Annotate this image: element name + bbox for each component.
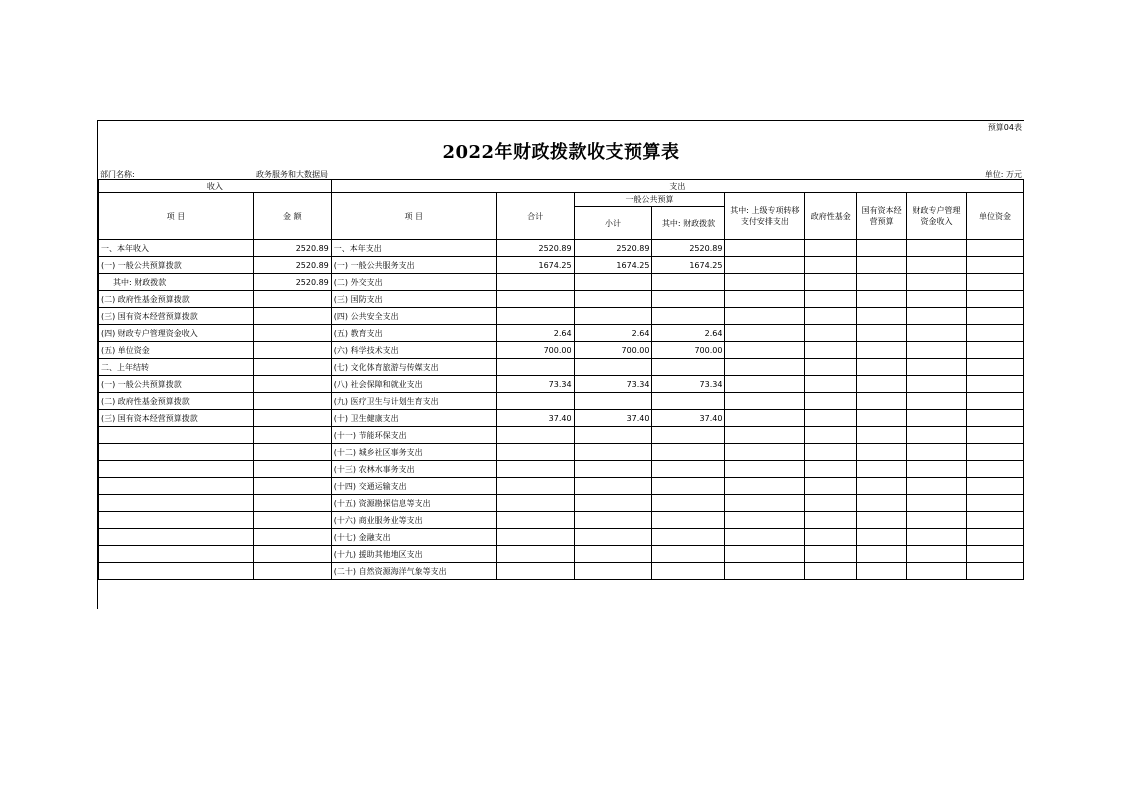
income-amount-cell bbox=[253, 410, 331, 427]
income-amount-cell bbox=[253, 291, 331, 308]
total-cell bbox=[496, 529, 574, 546]
table-row bbox=[99, 529, 1024, 546]
subtotal-cell bbox=[574, 359, 652, 376]
special-fund-cell bbox=[907, 274, 967, 291]
income-item-cell bbox=[99, 563, 254, 580]
subtotal-cell bbox=[574, 512, 652, 529]
special-fund-cell bbox=[907, 546, 967, 563]
subtotal-cell bbox=[574, 308, 652, 325]
gov-fund-header: 政府性基金 bbox=[805, 193, 857, 240]
income-amount-cell: 2520.89 bbox=[253, 240, 331, 257]
unit-fund-cell bbox=[967, 325, 1024, 342]
fiscal-cell bbox=[652, 461, 725, 478]
table-row bbox=[99, 342, 1024, 359]
income-amount-cell bbox=[253, 325, 331, 342]
income-amount-header: 金 额 bbox=[253, 193, 331, 240]
gov-fund-cell bbox=[805, 546, 857, 563]
gov-fund-cell bbox=[805, 529, 857, 546]
transfer-cell bbox=[725, 274, 805, 291]
table-row bbox=[99, 393, 1024, 410]
table-row bbox=[99, 512, 1024, 529]
unit-fund-cell bbox=[967, 359, 1024, 376]
transfer-cell bbox=[725, 240, 805, 257]
special-fund-cell bbox=[907, 529, 967, 546]
subtotal-cell bbox=[574, 461, 652, 478]
gov-fund-cell bbox=[805, 478, 857, 495]
income-amount-cell: 2520.89 bbox=[253, 274, 331, 291]
expense-item-cell: (六) 科学技术支出 bbox=[331, 342, 496, 359]
table-row bbox=[99, 257, 1024, 274]
income-amount-cell bbox=[253, 529, 331, 546]
subtotal-cell bbox=[574, 393, 652, 410]
total-cell: 700.00 bbox=[496, 342, 574, 359]
unit-fund-cell bbox=[967, 376, 1024, 393]
state-capital-cell bbox=[857, 240, 907, 257]
income-header: 收入 bbox=[99, 180, 332, 193]
expense-item-cell: (十二) 城乡社区事务支出 bbox=[331, 444, 496, 461]
fiscal-cell bbox=[652, 291, 725, 308]
total-header: 合计 bbox=[496, 193, 574, 240]
state-capital-cell bbox=[857, 393, 907, 410]
income-amount-cell bbox=[253, 427, 331, 444]
subtotal-cell: 1674.25 bbox=[574, 257, 652, 274]
subtotal-cell: 2520.89 bbox=[574, 240, 652, 257]
subtotal-cell bbox=[574, 495, 652, 512]
table-row bbox=[99, 563, 1024, 580]
fiscal-cell bbox=[652, 427, 725, 444]
income-item-cell: (二) 政府性基金预算拨款 bbox=[99, 393, 254, 410]
state-capital-cell bbox=[857, 563, 907, 580]
fiscal-cell: 2.64 bbox=[652, 325, 725, 342]
income-amount-cell bbox=[253, 308, 331, 325]
unit-fund-cell bbox=[967, 274, 1024, 291]
subtotal-cell: 73.34 bbox=[574, 376, 652, 393]
income-amount-cell: 2520.89 bbox=[253, 257, 331, 274]
total-cell bbox=[496, 359, 574, 376]
transfer-cell bbox=[725, 308, 805, 325]
expense-item-cell: (九) 医疗卫生与计划生育支出 bbox=[331, 393, 496, 410]
total-cell bbox=[496, 478, 574, 495]
total-cell: 2.64 bbox=[496, 325, 574, 342]
fiscal-header: 其中: 财政拨款 bbox=[652, 207, 725, 240]
unit-fund-cell bbox=[967, 393, 1024, 410]
state-capital-cell bbox=[857, 427, 907, 444]
unit-label: 单位: 万元 bbox=[984, 170, 1022, 179]
fiscal-cell: 700.00 bbox=[652, 342, 725, 359]
income-item-cell bbox=[99, 529, 254, 546]
income-item-cell: (一) 一般公共预算拨款 bbox=[99, 257, 254, 274]
special-fund-cell bbox=[907, 325, 967, 342]
expense-item-cell: (二) 外交支出 bbox=[331, 274, 496, 291]
income-item-cell: (四) 财政专户管理资金收入 bbox=[99, 325, 254, 342]
subtotal-cell bbox=[574, 563, 652, 580]
gov-fund-cell bbox=[805, 495, 857, 512]
state-capital-cell bbox=[857, 546, 907, 563]
table-row bbox=[99, 359, 1024, 376]
fiscal-cell bbox=[652, 529, 725, 546]
subtotal-cell: 700.00 bbox=[574, 342, 652, 359]
total-cell bbox=[496, 512, 574, 529]
subtotal-cell bbox=[574, 274, 652, 291]
table-row bbox=[99, 291, 1024, 308]
fiscal-cell bbox=[652, 495, 725, 512]
state-capital-cell bbox=[857, 444, 907, 461]
table-row bbox=[99, 444, 1024, 461]
state-capital-cell bbox=[857, 410, 907, 427]
fiscal-cell bbox=[652, 444, 725, 461]
total-cell bbox=[496, 563, 574, 580]
expense-item-cell: (十) 卫生健康支出 bbox=[331, 410, 496, 427]
expense-item-cell: (十六) 商业服务业等支出 bbox=[331, 512, 496, 529]
transfer-cell bbox=[725, 546, 805, 563]
budget-sheet bbox=[97, 120, 1024, 609]
page-title: 2022年财政拨款收支预算表 bbox=[442, 142, 680, 163]
state-capital-cell bbox=[857, 376, 907, 393]
special-fund-cell bbox=[907, 495, 967, 512]
state-capital-cell bbox=[857, 495, 907, 512]
state-capital-cell bbox=[857, 478, 907, 495]
table-row bbox=[99, 546, 1024, 563]
fiscal-cell: 1674.25 bbox=[652, 257, 725, 274]
fiscal-cell bbox=[652, 563, 725, 580]
total-cell bbox=[496, 427, 574, 444]
special-fund-cell bbox=[907, 393, 967, 410]
expense-item-header: 项 目 bbox=[331, 193, 496, 240]
transfer-cell bbox=[725, 563, 805, 580]
fiscal-cell: 2520.89 bbox=[652, 240, 725, 257]
fiscal-cell bbox=[652, 274, 725, 291]
special-fund-cell bbox=[907, 291, 967, 308]
transfer-cell bbox=[725, 359, 805, 376]
income-item-cell bbox=[99, 546, 254, 563]
transfer-cell bbox=[725, 444, 805, 461]
gov-fund-cell bbox=[805, 512, 857, 529]
expense-header: 支出 bbox=[331, 180, 1023, 193]
expense-item-cell: (十三) 农林水事务支出 bbox=[331, 461, 496, 478]
expense-item-cell: (七) 文化体育旅游与传媒支出 bbox=[331, 359, 496, 376]
special-fund-cell bbox=[907, 257, 967, 274]
special-fund-cell bbox=[907, 410, 967, 427]
unit-fund-cell bbox=[967, 546, 1024, 563]
total-cell bbox=[496, 495, 574, 512]
gov-fund-cell bbox=[805, 359, 857, 376]
unit-fund-cell bbox=[967, 257, 1024, 274]
gov-fund-cell bbox=[805, 274, 857, 291]
subtotal-cell bbox=[574, 478, 652, 495]
unit-fund-cell bbox=[967, 529, 1024, 546]
general-budget-header: 一般公共预算 bbox=[574, 193, 725, 207]
expense-item-cell: (一) 一般公共服务支出 bbox=[331, 257, 496, 274]
total-cell: 37.40 bbox=[496, 410, 574, 427]
income-amount-cell bbox=[253, 393, 331, 410]
state-capital-cell bbox=[857, 257, 907, 274]
unit-fund-cell bbox=[967, 461, 1024, 478]
gov-fund-cell bbox=[805, 461, 857, 478]
expense-item-cell: 一、本年支出 bbox=[331, 240, 496, 257]
income-item-cell bbox=[99, 512, 254, 529]
state-capital-cell bbox=[857, 461, 907, 478]
transfer-cell bbox=[725, 495, 805, 512]
expense-item-cell: (五) 教育支出 bbox=[331, 325, 496, 342]
special-fund-cell bbox=[907, 308, 967, 325]
total-cell bbox=[496, 546, 574, 563]
income-item-cell: (五) 单位资金 bbox=[99, 342, 254, 359]
income-item-header: 项 目 bbox=[99, 193, 254, 240]
state-capital-header: 国有资本经营预算 bbox=[857, 193, 907, 240]
special-fund-cell bbox=[907, 461, 967, 478]
total-cell: 2520.89 bbox=[496, 240, 574, 257]
unit-fund-cell bbox=[967, 308, 1024, 325]
income-item-cell: 二、上年结转 bbox=[99, 359, 254, 376]
income-amount-cell bbox=[253, 461, 331, 478]
unit-fund-cell bbox=[967, 410, 1024, 427]
special-fund-cell bbox=[907, 444, 967, 461]
gov-fund-cell bbox=[805, 325, 857, 342]
table-row bbox=[99, 376, 1024, 393]
expense-item-cell: (十四) 交通运输支出 bbox=[331, 478, 496, 495]
gov-fund-cell bbox=[805, 240, 857, 257]
transfer-cell bbox=[725, 529, 805, 546]
income-amount-cell bbox=[253, 563, 331, 580]
table-row bbox=[99, 495, 1024, 512]
gov-fund-cell bbox=[805, 410, 857, 427]
transfer-cell bbox=[725, 512, 805, 529]
expense-item-cell: (四) 公共安全支出 bbox=[331, 308, 496, 325]
transfer-cell bbox=[725, 325, 805, 342]
income-item-cell: (三) 国有资本经营预算拨款 bbox=[99, 308, 254, 325]
table-row bbox=[99, 410, 1024, 427]
unit-fund-cell bbox=[967, 563, 1024, 580]
total-cell bbox=[496, 393, 574, 410]
unit-fund-cell bbox=[967, 444, 1024, 461]
transfer-cell bbox=[725, 393, 805, 410]
state-capital-cell bbox=[857, 325, 907, 342]
expense-item-cell: (十五) 资源勘探信息等支出 bbox=[331, 495, 496, 512]
gov-fund-cell bbox=[805, 444, 857, 461]
expense-item-cell: (三) 国防支出 bbox=[331, 291, 496, 308]
state-capital-cell bbox=[857, 359, 907, 376]
special-fund-cell bbox=[907, 376, 967, 393]
income-item-cell: 一、本年收入 bbox=[99, 240, 254, 257]
special-fund-cell bbox=[907, 512, 967, 529]
subtotal-cell bbox=[574, 546, 652, 563]
state-capital-cell bbox=[857, 291, 907, 308]
state-capital-cell bbox=[857, 308, 907, 325]
total-cell bbox=[496, 308, 574, 325]
subtotal-cell bbox=[574, 529, 652, 546]
unit-fund-cell bbox=[967, 427, 1024, 444]
special-fund-cell bbox=[907, 240, 967, 257]
special-fund-cell bbox=[907, 478, 967, 495]
income-item-cell bbox=[99, 495, 254, 512]
expense-item-cell: (十一) 节能环保支出 bbox=[331, 427, 496, 444]
transfer-cell bbox=[725, 342, 805, 359]
budget-table bbox=[98, 179, 1024, 580]
fiscal-cell bbox=[652, 478, 725, 495]
income-amount-cell bbox=[253, 359, 331, 376]
fiscal-cell bbox=[652, 512, 725, 529]
gov-fund-cell bbox=[805, 291, 857, 308]
transfer-cell bbox=[725, 427, 805, 444]
unit-fund-cell bbox=[967, 342, 1024, 359]
subtotal-header: 小计 bbox=[574, 207, 652, 240]
income-item-cell: 其中: 财政拨款 bbox=[99, 274, 254, 291]
unit-fund-cell bbox=[967, 478, 1024, 495]
total-cell: 1674.25 bbox=[496, 257, 574, 274]
gov-fund-cell bbox=[805, 308, 857, 325]
fiscal-cell bbox=[652, 308, 725, 325]
income-amount-cell bbox=[253, 512, 331, 529]
special-fund-header: 财政专户管理资金收入 bbox=[907, 193, 967, 240]
fiscal-cell bbox=[652, 359, 725, 376]
table-row bbox=[99, 478, 1024, 495]
fiscal-cell: 37.40 bbox=[652, 410, 725, 427]
unit-fund-cell bbox=[967, 495, 1024, 512]
subtotal-cell: 2.64 bbox=[574, 325, 652, 342]
income-item-cell: (三) 国有资本经营预算拨款 bbox=[99, 410, 254, 427]
transfer-header: 其中: 上级专项转移支付安排支出 bbox=[725, 193, 805, 240]
transfer-cell bbox=[725, 410, 805, 427]
table-row bbox=[99, 461, 1024, 478]
gov-fund-cell bbox=[805, 376, 857, 393]
subtotal-cell bbox=[574, 427, 652, 444]
fiscal-cell bbox=[652, 393, 725, 410]
expense-item-cell: (十七) 金融支出 bbox=[331, 529, 496, 546]
total-cell: 73.34 bbox=[496, 376, 574, 393]
fiscal-cell bbox=[652, 546, 725, 563]
gov-fund-cell bbox=[805, 257, 857, 274]
special-fund-cell bbox=[907, 359, 967, 376]
unit-fund-cell bbox=[967, 512, 1024, 529]
income-item-cell bbox=[99, 478, 254, 495]
total-cell bbox=[496, 274, 574, 291]
income-amount-cell bbox=[253, 444, 331, 461]
unit-fund-cell bbox=[967, 291, 1024, 308]
subtotal-cell bbox=[574, 444, 652, 461]
table-row bbox=[99, 274, 1024, 291]
special-fund-cell bbox=[907, 427, 967, 444]
total-cell bbox=[496, 444, 574, 461]
transfer-cell bbox=[725, 461, 805, 478]
expense-item-cell: (十九) 援助其他地区支出 bbox=[331, 546, 496, 563]
transfer-cell bbox=[725, 291, 805, 308]
table-row bbox=[99, 308, 1024, 325]
income-item-cell: (一) 一般公共预算拨款 bbox=[99, 376, 254, 393]
state-capital-cell bbox=[857, 342, 907, 359]
income-amount-cell bbox=[253, 376, 331, 393]
unit-fund-cell bbox=[967, 240, 1024, 257]
income-item-cell bbox=[99, 461, 254, 478]
table-row bbox=[99, 325, 1024, 342]
special-fund-cell bbox=[907, 563, 967, 580]
subtotal-cell: 37.40 bbox=[574, 410, 652, 427]
state-capital-cell bbox=[857, 529, 907, 546]
fiscal-cell: 73.34 bbox=[652, 376, 725, 393]
special-fund-cell bbox=[907, 342, 967, 359]
total-cell bbox=[496, 461, 574, 478]
unit-fund-header: 单位资金 bbox=[967, 193, 1024, 240]
expense-item-cell: (二十) 自然资源海洋气象等支出 bbox=[331, 563, 496, 580]
state-capital-cell bbox=[857, 274, 907, 291]
gov-fund-cell bbox=[805, 427, 857, 444]
table-row bbox=[99, 240, 1024, 257]
income-item-cell: (二) 政府性基金预算拨款 bbox=[99, 291, 254, 308]
department-label: 部门名称: bbox=[100, 170, 135, 179]
department-name: 政务服务和大数据局 bbox=[256, 170, 328, 179]
gov-fund-cell bbox=[805, 563, 857, 580]
transfer-cell bbox=[725, 376, 805, 393]
state-capital-cell bbox=[857, 512, 907, 529]
subtotal-cell bbox=[574, 291, 652, 308]
income-item-cell bbox=[99, 444, 254, 461]
income-amount-cell bbox=[253, 546, 331, 563]
income-item-cell bbox=[99, 427, 254, 444]
table-row bbox=[99, 427, 1024, 444]
expense-item-cell: (八) 社会保障和就业支出 bbox=[331, 376, 496, 393]
income-amount-cell bbox=[253, 342, 331, 359]
total-cell bbox=[496, 291, 574, 308]
transfer-cell bbox=[725, 257, 805, 274]
income-amount-cell bbox=[253, 495, 331, 512]
gov-fund-cell bbox=[805, 393, 857, 410]
gov-fund-cell bbox=[805, 342, 857, 359]
income-amount-cell bbox=[253, 478, 331, 495]
form-number: 预算04表 bbox=[987, 123, 1022, 132]
transfer-cell bbox=[725, 478, 805, 495]
